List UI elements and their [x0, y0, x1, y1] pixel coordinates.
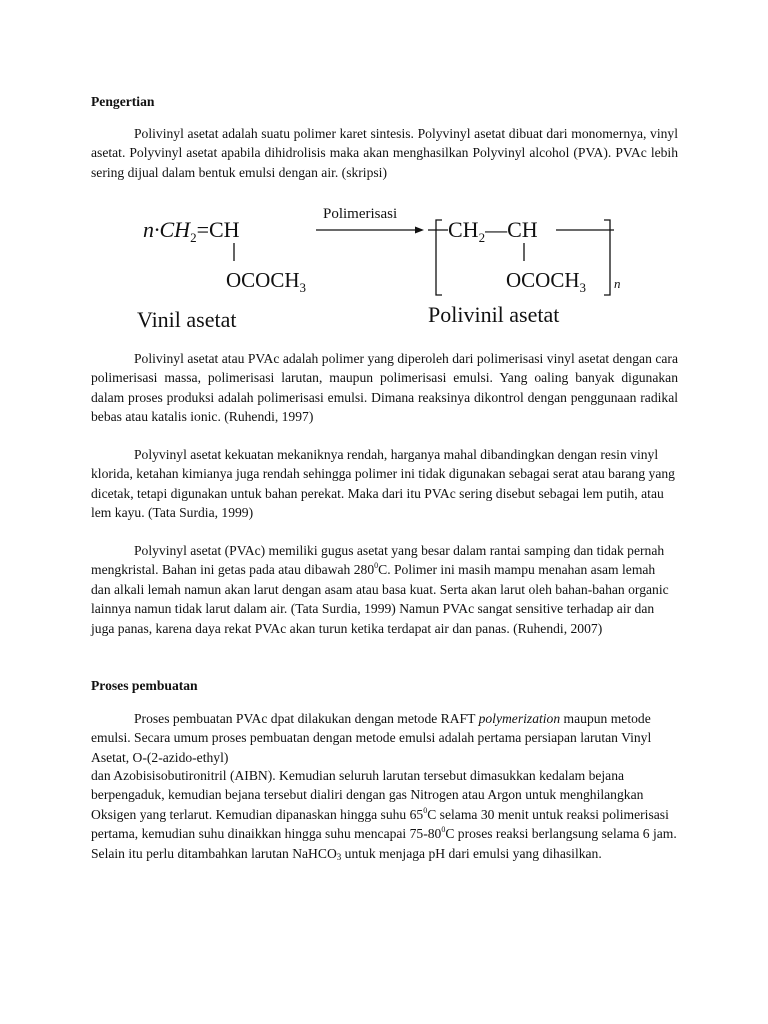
polymer-formula: $CH_2—CH$ [448, 217, 538, 245]
repeat-count: n [614, 276, 621, 291]
right-bracket [604, 220, 610, 295]
paragraph-polymerization: Polivinyl asetat atau PVAc adalah polimer yang diperoleh dari polimerisasi vinyl asetat dengan cara polimerisasi massa, polimerisasi larutan, maupun polimerisasi emulsi. Yang oaling banyak digunakan dalam proses produksi adalah polimerisasi emulsi. Dimana reaksinya dikontrol dengan penggunaan radikal bebas atau katalis ionic. (Ruhendi, 1997) [91, 351, 678, 425]
polymer-side-group: $OCOCH_3$ [506, 268, 587, 295]
caption-polivinil-asetat: Polivinil asetat [428, 302, 560, 327]
heading-pengertian: Pengertian [91, 94, 155, 109]
arrow-label: Polimerisasi [323, 206, 398, 222]
paragraph-process-steps: dan Azobisisobutironitril (AIBN). Kemudian seluruh larutan tersebut dimasukkan kedalam bejana berpengaduk, kemudian bejana tersebut dialiri dengan gas Nitrogen atau Argon untuk menghilangkan Oksigen yang terlarut. Kemudian dipanaskan hingga suhu $65^0C$ selama 30 menit untuk reaksi polimerisasi pertama, kemudian suhu dinaikkan hingga suhu mencapai $75-80^0C$ proses reaksi berlangsung selama 6 jam. Selain itu perlu ditambahkan larutan NaHCO$_3$ untuk menjaga pH dari emulsi yang dihasilkan. [91, 768, 677, 862]
left-bracket [436, 220, 442, 295]
monomer-side-group: $OCOCH_3$ [226, 268, 307, 295]
heading-proses-pembuatan: Proses pembuatan [91, 678, 198, 693]
paragraph-process-intro: Proses pembuatan PVAc dpat dilakukan dengan metode RAFT polymerization maupun metode emulsi. Secara umum proses pembuatan dengan metode emulsi adalah pertama persiapan larutan Vinyl Asetat, O-(2-azido-ethyl) [91, 711, 652, 765]
paragraph-definition: Polivinyl asetat adalah suatu polimer karet sintesis. Polyvinyl asetat dibuat dari monomernya, vinyl asetat. Polyvinyl asetat apabila dihidrolisis maka akan menghasilkan Polyvinyl alcohol (PVA). PVAc lebih sering dijual dalam bentuk emulsi dengan air. (skripsi) [91, 126, 678, 180]
paragraph-properties: Polyvinyl asetat kekuatan mekaniknya rendah, harganya mahal dibandingkan dengan resin vinyl klorida, ketahan kimianya juga rendah sehingga polimer ini tidak digunakan sebagai serat atau barang yang dicetak, tetapi digunakan untuk bahan perekat. Maka dari itu PVAc sering disebut sebagai lem putih, atau lem kayu. (Tata Surdia, 1999) [91, 447, 675, 521]
paragraph-characteristics: Polyvinyl asetat (PVAc) memiliki gugus asetat yang besar dalam rantai samping dan tidak pernah mengkristal. Bahan ini getas pada atau dibawah $280^0C$. Polimer ini masih mampu menahan asam lemah dan alkali lemah namun akan larut dengan asam atau basa kuat. Serta akan larut oleh bahan-bahan organic lainnya namun tidak larut dalam air. (Tata Surdia, 1999) Namun PVAc sangat sensitive terhadap air dan juga panas, karena daya rekat PVAc akan turun ketika terdapat air dan panas. (Ruhendi, 2007) [91, 543, 669, 636]
arrow-head-icon [415, 227, 424, 234]
caption-vinil-asetat: Vinil asetat [137, 307, 237, 332]
polymerization-reaction-diagram [0, 195, 768, 335]
monomer-formula: $n\cdot CH_2=CH$ [143, 217, 240, 245]
